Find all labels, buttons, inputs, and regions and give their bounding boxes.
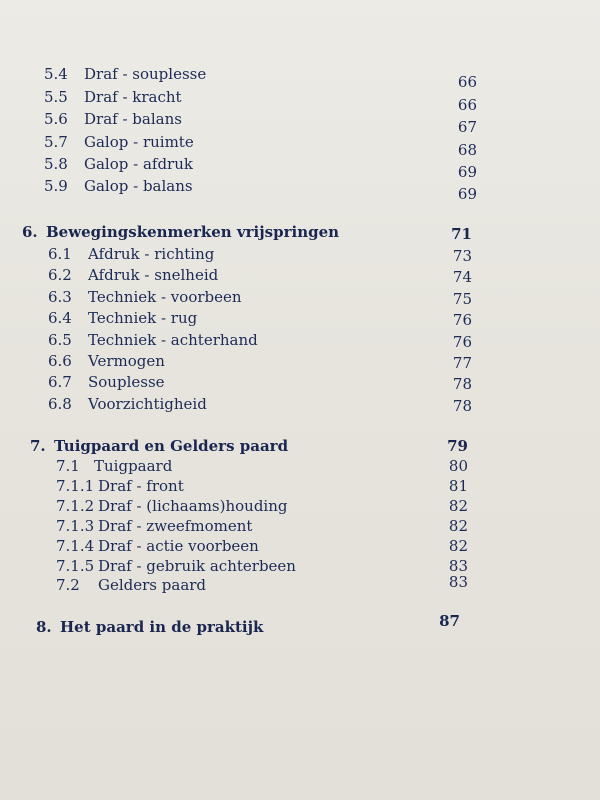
entry-page: 83 [448, 557, 468, 575]
entry-page: 82 [448, 517, 468, 535]
entry-title: Galop - afdruk [84, 155, 193, 173]
toc-entry-7-2 [0, 574, 600, 596]
toc-entry-7-1 [0, 455, 600, 477]
chapter-title: Het paard in de praktijk [60, 618, 264, 636]
toc-entry-5-7 [0, 131, 600, 159]
entry-number: 5.6 [44, 110, 68, 128]
entry-number: 7.1.4 [56, 537, 95, 555]
entry-number: 6.8 [48, 395, 72, 413]
entry-number: 7.2 [56, 576, 80, 594]
toc-entry-6-2 [0, 264, 600, 286]
entry-page: 80 [448, 457, 468, 475]
entry-page: 69 [457, 185, 477, 203]
toc-chapter-6 [0, 221, 600, 243]
entry-number: 7.1.3 [56, 517, 95, 535]
entry-title: Draf - zweefmoment [98, 517, 253, 535]
entry-number: 5.9 [44, 177, 68, 195]
entry-page: 75 [452, 290, 472, 308]
entry-page: 73 [452, 247, 472, 265]
chapter-number: 8. [36, 618, 52, 636]
entry-number: 5.5 [44, 88, 68, 106]
entry-page: 74 [452, 268, 472, 286]
toc-entry-6-6 [0, 350, 600, 372]
entry-title: Draf - souplesse [84, 65, 207, 83]
entry-number: 7.1.2 [56, 497, 95, 515]
entry-page: 82 [448, 537, 468, 555]
entry-number: 7.1.1 [56, 477, 95, 495]
entry-page: 66 [457, 73, 477, 91]
entry-number: 6.5 [48, 331, 72, 349]
entry-number: 6.1 [48, 245, 72, 263]
entry-title: Afdruk - richting [88, 245, 215, 263]
toc-chapter-7 [0, 435, 600, 457]
entry-number: 5.7 [44, 133, 68, 151]
entry-number: 7.1 [56, 457, 80, 475]
entry-number: 6.3 [48, 288, 72, 306]
entry-page: 66 [457, 96, 477, 114]
entry-title: Techniek - voorbeen [88, 288, 242, 306]
entry-title: Draf - kracht [84, 88, 182, 106]
entry-page: 78 [452, 397, 472, 415]
chapter-title: Bewegingskenmerken vrijspringen [46, 223, 340, 241]
entry-number: 6.7 [48, 373, 72, 391]
chapter-number: 6. [22, 223, 38, 241]
entry-title: Draf - balans [84, 110, 182, 128]
toc-entry-6-5 [0, 329, 600, 351]
entry-title: Draf - front [98, 477, 184, 495]
toc-entry-6-3 [0, 286, 600, 308]
entry-number: 5.4 [44, 65, 68, 83]
entry-page: 83 [448, 573, 468, 591]
chapter-page: 71 [451, 225, 472, 243]
entry-title: Voorzichtigheid [88, 395, 207, 413]
entry-number: 6.4 [48, 309, 72, 327]
chapter-number: 7. [30, 437, 46, 455]
toc-entry-7-1-3 [0, 515, 600, 537]
entry-title: Techniek - rug [88, 309, 198, 327]
entry-page: 76 [452, 333, 472, 351]
toc-entry-5-5 [0, 86, 600, 114]
entry-page: 78 [452, 375, 472, 393]
toc-entry-5-8 [0, 153, 600, 181]
chapter-page: 87 [439, 612, 460, 630]
entry-page: 67 [457, 118, 477, 136]
entry-page: 77 [452, 354, 472, 372]
entry-page: 76 [452, 311, 472, 329]
toc-entry-6-1 [0, 243, 600, 265]
toc-entry-7-1-1 [0, 475, 600, 497]
toc-entry-6-4 [0, 307, 600, 329]
entry-page: 82 [448, 497, 468, 515]
entry-page: 68 [457, 141, 477, 159]
toc-entry-5-6 [0, 108, 600, 136]
entry-page: 69 [457, 163, 477, 181]
entry-number: 5.8 [44, 155, 68, 173]
chapter-page: 79 [447, 437, 468, 455]
entry-number: 6.6 [48, 352, 72, 370]
entry-number: 7.1.5 [56, 557, 95, 575]
toc-entry-6-7 [0, 371, 600, 393]
toc-chapter-8 [0, 612, 600, 638]
entry-title: Draf - actie voorbeen [98, 537, 259, 555]
toc-entry-7-1-2 [0, 495, 600, 517]
entry-title: Draf - gebruik achterbeen [98, 557, 296, 575]
entry-title: Gelders paard [98, 576, 207, 594]
entry-title: Galop - balans [84, 177, 193, 195]
entry-title: Techniek - achterhand [88, 331, 258, 349]
toc-entry-6-8 [0, 393, 600, 415]
entry-title: Souplesse [88, 373, 165, 391]
entry-number: 6.2 [48, 266, 72, 284]
toc-entry-5-4 [0, 63, 600, 91]
chapter-title: Tuigpaard en Gelders paard [54, 437, 289, 455]
entry-title: Draf - (lichaams)houding [98, 497, 288, 515]
entry-title: Vermogen [88, 352, 165, 370]
toc-entry-5-9 [0, 175, 600, 203]
entry-page: 81 [448, 477, 468, 495]
entry-title: Galop - ruimte [84, 133, 194, 151]
toc-entry-7-1-4 [0, 535, 600, 557]
entry-title: Tuigpaard [94, 457, 173, 475]
entry-title: Afdruk - snelheid [88, 266, 219, 284]
